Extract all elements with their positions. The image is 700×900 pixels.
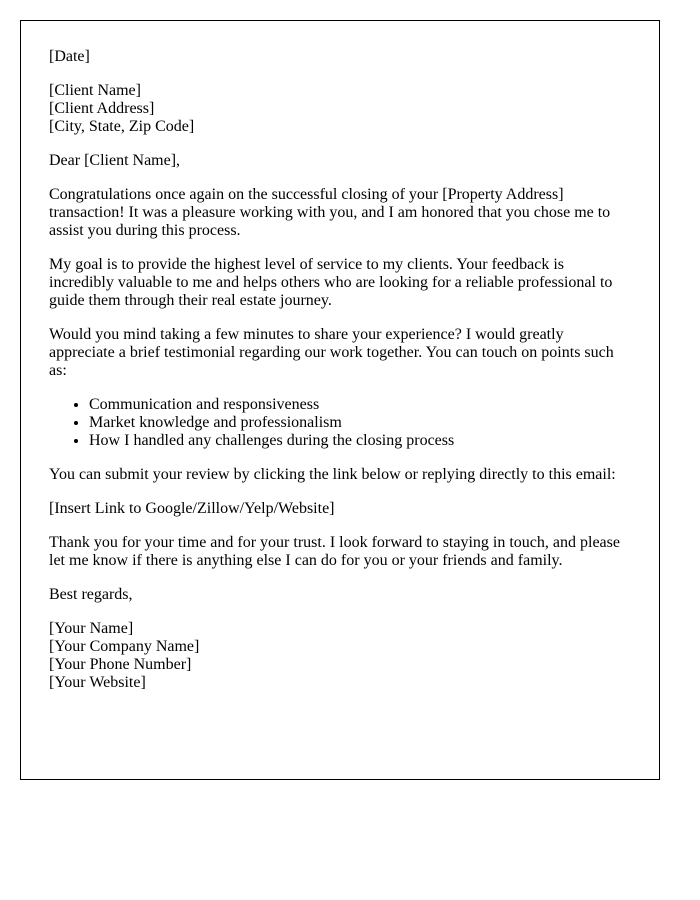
salutation: Dear [Client Name],: [49, 152, 181, 169]
signature-name: [Your Name]: [49, 620, 134, 637]
points-list: [49, 396, 631, 450]
recipient-address-block: [49, 82, 631, 136]
recipient-address: [Client Address]: [49, 100, 155, 117]
list-item: • Market knowledge and professionalism: [89, 414, 631, 432]
signature-company: [Your Company Name]: [49, 638, 200, 655]
paragraph-request: Would you mind taking a few minutes to share your experience? I would greatly appreciate a brief testimonial regarding our work together. You can touch on points such as:: [49, 326, 614, 379]
review-link-placeholder: [Insert Link to Google/Zillow/Yelp/Website]: [49, 500, 335, 517]
closing: Best regards,: [49, 586, 133, 603]
signature-block: [49, 620, 631, 692]
letter-date: [Date]: [49, 48, 90, 65]
recipient-city-state-zip: [City, State, Zip Code]: [49, 118, 195, 135]
paragraph-congratulations: Congratulations once again on the successful closing of your [Property Address] transaction! It was a pleasure working with you, and I am honored that you chose me to assist you during this process.: [49, 186, 611, 239]
signature-phone: [Your Phone Number]: [49, 656, 192, 673]
paragraph-thanks: Thank you for your time and for your trust. I look forward to staying in touch, and please let me know if there is anything else I can do for you or your friends and family.: [49, 534, 620, 569]
list-item: • Communication and responsiveness: [89, 396, 631, 414]
recipient-name: [Client Name]: [49, 82, 141, 99]
letter-page: [20, 20, 660, 780]
list-item: • How I handled any challenges during the closing process: [89, 432, 631, 450]
signature-website: [Your Website]: [49, 674, 146, 691]
paragraph-submit: You can submit your review by clicking the link below or replying directly to this email:: [49, 466, 616, 483]
paragraph-goal: My goal is to provide the highest level of service to my clients. Your feedback is incredibly valuable to me and helps others who are looking for a reliable professional to guide them through their real estate journey.: [49, 256, 613, 309]
